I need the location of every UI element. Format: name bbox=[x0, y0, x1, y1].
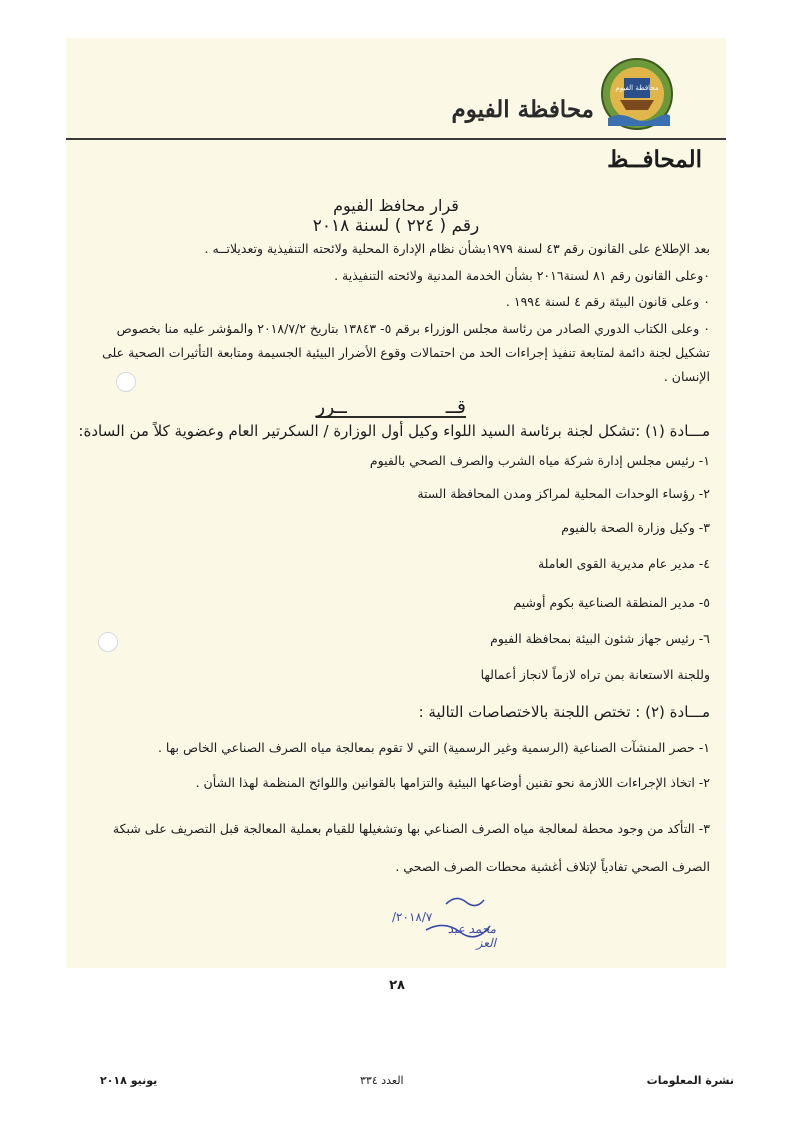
punch-hole-top bbox=[116, 372, 136, 392]
article2-heading: مـــادة (٢) : تختص اللجنة بالاختصاصات التالية : bbox=[418, 703, 710, 721]
preamble-line-1: بعد الإطلاع على القانون رقم ٤٣ لسنة ١٩٧٩بشأن نظام الإدارة المحلية ولائحته التنفيذية وتعديلاتــه . bbox=[204, 241, 710, 256]
page-number: ٢٨ bbox=[389, 978, 405, 993]
article1-heading: مـــادة (١) :تشكل لجنة برئاسة السيد اللواء وكيل أول الوزارة / السكرتير العام وعضوية كلاً من السادة: bbox=[78, 422, 710, 440]
qarar-start: قــ bbox=[445, 396, 466, 418]
header-divider bbox=[66, 138, 726, 140]
article2-item-2: ٢- اتخاذ الإجراءات اللازمة نحو تقنين أوضاعها البيئية والتزامها بالقوانين واللوائح المنظمة لهذا الشأن . bbox=[195, 775, 710, 790]
office-title: المحافــظ bbox=[607, 146, 702, 173]
document-sheet bbox=[66, 38, 726, 968]
qarar-end: ــرر bbox=[316, 396, 347, 418]
article1-note: وللجنة الاستعانة بمن تراه لازماً لانجاز أعمالها bbox=[480, 667, 710, 682]
member-3: ٣- وكيل وزارة الصحة بالفيوم bbox=[561, 520, 710, 535]
footer-date: يونيو ٢٠١٨ bbox=[100, 1074, 158, 1087]
member-5: ٥- مدير المنطقة الصناعية بكوم أوشيم bbox=[513, 595, 710, 610]
logo-text: محافظة الفيوم bbox=[615, 84, 659, 92]
signature-date: ٢٠١٨/٧/ bbox=[392, 910, 433, 924]
footer-bulletin: نشرة المعلومات bbox=[646, 1074, 734, 1087]
decision-title: قرار محافظ الفيوم bbox=[333, 196, 459, 215]
signature bbox=[386, 890, 496, 952]
punch-hole-bottom bbox=[98, 632, 118, 652]
member-6: ٦- رئيس جهاز شئون البيئة بمحافظة الفيوم bbox=[490, 631, 710, 646]
preamble-line-2: ٠وعلى القانون رقم ٨١ لسنة٢٠١٦ بشأن الخدمة المدنية ولائحته التنفيذية . bbox=[334, 268, 710, 283]
member-2: ٢- رؤساء الوحدات المحلية لمراكز ومدن المحافظة الستة bbox=[417, 486, 710, 501]
article2-item-1: ١- حصر المنشآت الصناعية (الرسمية وغير الرسمية) التي لا تقوم بمعالجة مياه الصرف الصناعي الخاص بها . bbox=[157, 740, 710, 755]
governorate-name: محافظة الفيوم bbox=[451, 96, 594, 123]
governorate-logo bbox=[600, 56, 674, 136]
qarar-heading bbox=[316, 398, 466, 418]
member-1: ١- رئيس مجلس إدارة شركة مياه الشرب والصرف الصحي بالفيوم bbox=[369, 453, 710, 468]
preamble-line-3: ٠ وعلى قانون البيئة رقم ٤ لسنة ١٩٩٤ . bbox=[505, 294, 710, 309]
footer-issue: العدد ٣٣٤ bbox=[360, 1074, 404, 1087]
decision-number: رقم ( ٢٢٤ ) لسنة ٢٠١٨ bbox=[312, 216, 480, 236]
article2-item-3: ٣- التأكد من وجود محطة لمعالجة مياه الصرف الصناعي بها وتشغيلها للقيام بعملية المعالجة قبل التصريف على شبكة الصرف الصحي تفادياً لإتلاف أغشية محطات الصرف الصحي . bbox=[112, 821, 710, 874]
signature-name: محمد عبد العز bbox=[447, 922, 496, 950]
member-4: ٤- مدير عام مديرية القوى العاملة bbox=[537, 556, 710, 571]
preamble-line-4: ٠ وعلى الكتاب الدوري الصادر من رئاسة مجلس الوزراء برقم ٥- ١٣٨٤٣ بتاريخ ٢٠١٨/٧/٢ والمؤشر عليه منا بخصوص تشكيل لجنة دائمة لمتابعة تنفيذ إجراءات الحد من احتمالات وقوع الأضرار البيئية الجسيمة ومتابعة التأثيرات الصحية على الإنسان . bbox=[102, 321, 710, 384]
